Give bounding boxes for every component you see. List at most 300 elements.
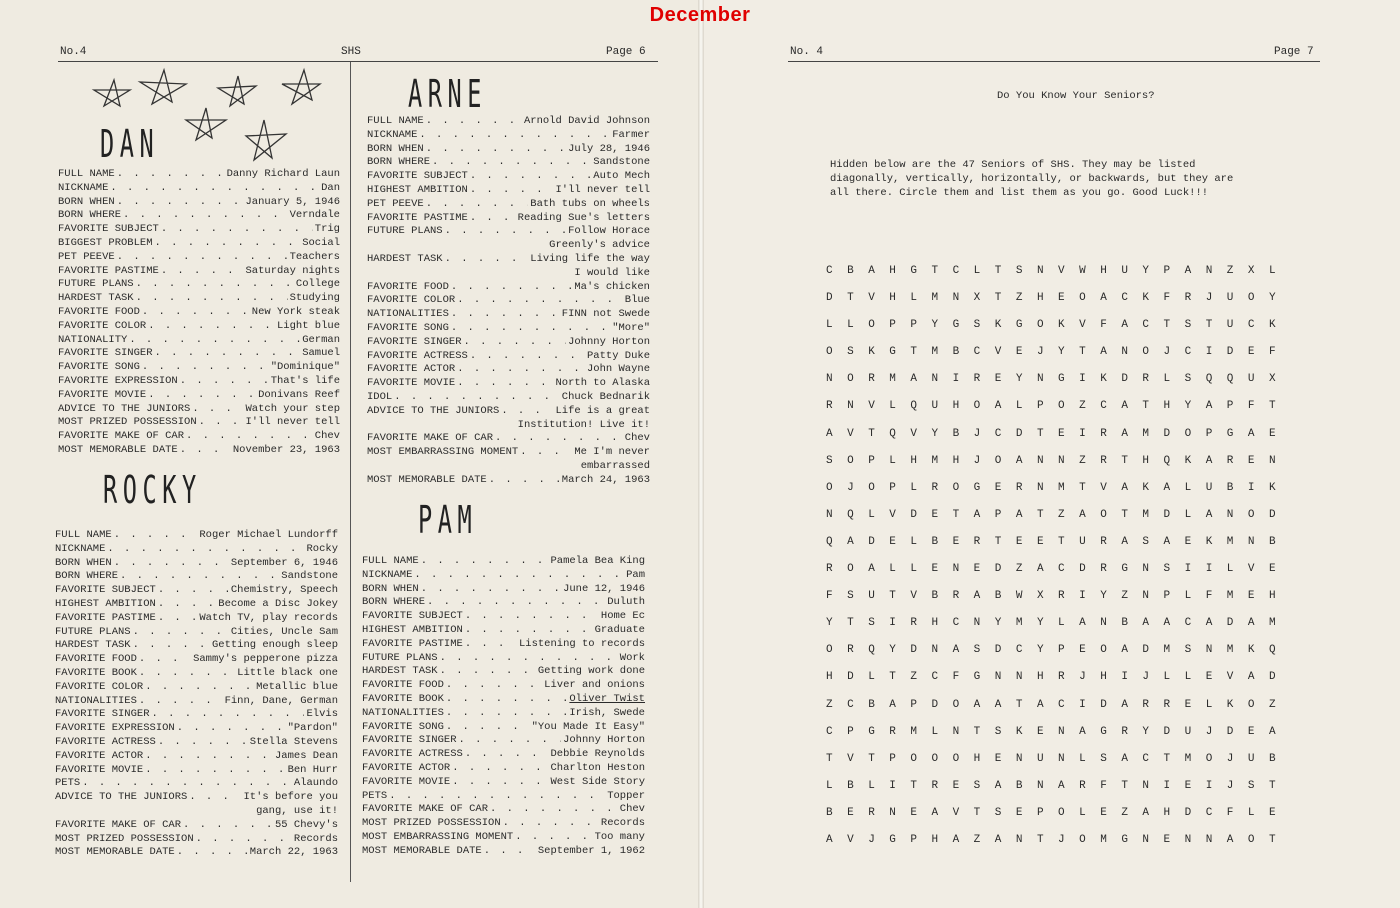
grid-letter[interactable]: T [1079, 481, 1086, 494]
grid-letter[interactable]: H [1268, 590, 1276, 603]
grid-letter[interactable]: G [1121, 563, 1128, 576]
grid-letter[interactable]: M [1058, 481, 1065, 494]
grid-letter[interactable]: A [931, 806, 939, 819]
grid-letter[interactable]: T [847, 292, 854, 305]
grid-letter[interactable]: A [1205, 454, 1213, 467]
grid-letter[interactable]: V [952, 806, 960, 819]
grid-letter[interactable]: N [1036, 373, 1044, 386]
grid-letter[interactable]: O [868, 481, 875, 494]
grid-letter[interactable]: A [868, 265, 875, 277]
grid-letter[interactable]: J [1142, 671, 1150, 684]
grid-letter[interactable]: P [889, 752, 896, 765]
grid-letter[interactable]: A [1142, 806, 1150, 819]
grid-letter[interactable]: N [931, 644, 939, 657]
grid-letter[interactable]: P [1226, 400, 1234, 413]
grid-letter[interactable]: S [1142, 535, 1150, 548]
grid-letter[interactable]: R [973, 373, 981, 386]
grid-letter[interactable]: S [994, 806, 1002, 819]
grid-letter[interactable]: G [868, 725, 875, 738]
grid-letter[interactable]: H [1100, 265, 1107, 277]
grid-letter[interactable]: O [952, 481, 960, 494]
grid-letter[interactable]: A [1100, 292, 1107, 305]
grid-letter[interactable]: D [1163, 427, 1171, 440]
grid-letter[interactable]: T [1205, 319, 1213, 332]
grid-letter[interactable]: A [910, 373, 917, 386]
grid-letter[interactable]: O [1100, 644, 1107, 657]
grid-letter[interactable]: M [931, 292, 939, 305]
grid-letter[interactable]: E [1079, 644, 1086, 657]
grid-letter[interactable]: D [847, 671, 854, 684]
grid-letter[interactable]: R [1100, 427, 1107, 440]
grid-letter[interactable]: K [1184, 454, 1192, 467]
grid-letter[interactable]: E [1015, 346, 1023, 359]
grid-letter[interactable]: H [889, 265, 896, 277]
grid-letter[interactable]: R [1226, 454, 1234, 467]
grid-letter[interactable]: O [847, 563, 854, 576]
grid-letter[interactable]: B [994, 590, 1002, 603]
grid-letter[interactable]: Z [973, 833, 981, 846]
grid-letter[interactable]: A [994, 698, 1002, 711]
grid-letter[interactable]: G [1058, 373, 1065, 386]
grid-letter[interactable]: R [1142, 698, 1150, 711]
grid-letter[interactable]: D [1268, 671, 1276, 684]
grid-letter[interactable]: Q [1268, 644, 1276, 657]
grid-letter[interactable]: M [1268, 617, 1276, 630]
grid-letter[interactable]: K [994, 319, 1002, 332]
grid-letter[interactable]: D [910, 508, 917, 521]
grid-letter[interactable]: E [952, 535, 960, 548]
grid-letter[interactable]: V [1226, 671, 1234, 684]
grid-letter[interactable]: A [1142, 617, 1150, 630]
grid-letter[interactable]: S [1184, 644, 1192, 657]
grid-letter[interactable]: T [952, 508, 960, 521]
grid-letter[interactable]: N [1121, 346, 1128, 359]
grid-letter[interactable]: U [1036, 752, 1044, 765]
grid-letter[interactable]: O [931, 752, 939, 765]
grid-letter[interactable]: P [847, 725, 854, 738]
grid-letter[interactable]: K [1268, 481, 1276, 494]
grid-letter[interactable]: G [952, 319, 960, 332]
grid-letter[interactable]: T [889, 590, 896, 603]
grid-letter[interactable]: T [1036, 508, 1044, 521]
grid-letter[interactable]: O [910, 752, 917, 765]
grid-letter[interactable]: C [1121, 292, 1128, 305]
grid-letter[interactable]: P [910, 698, 917, 711]
grid-letter[interactable]: O [826, 481, 833, 494]
grid-letter[interactable]: A [952, 644, 960, 657]
grid-letter[interactable]: A [1079, 617, 1086, 630]
grid-letter[interactable]: A [1121, 427, 1128, 440]
grid-letter[interactable]: F [1268, 346, 1276, 359]
grid-letter[interactable]: O [868, 319, 875, 332]
grid-letter[interactable]: S [826, 454, 833, 467]
grid-letter[interactable]: M [889, 373, 896, 386]
grid-letter[interactable]: E [847, 806, 854, 819]
grid-letter[interactable]: I [1205, 346, 1213, 359]
grid-letter[interactable]: L [889, 563, 896, 576]
grid-letter[interactable]: O [1079, 292, 1086, 305]
grid-letter[interactable]: C [973, 346, 981, 359]
grid-letter[interactable]: A [1268, 725, 1276, 738]
grid-letter[interactable]: S [1163, 563, 1171, 576]
grid-letter[interactable]: H [973, 752, 981, 765]
grid-letter[interactable]: D [931, 698, 939, 711]
grid-letter[interactable]: P [1036, 400, 1044, 413]
grid-letter[interactable]: E [931, 508, 939, 521]
grid-letter[interactable]: T [1163, 752, 1171, 765]
grid-letter[interactable]: M [931, 346, 939, 359]
grid-letter[interactable]: E [1058, 292, 1065, 305]
grid-letter[interactable]: O [1205, 752, 1213, 765]
grid-letter[interactable]: M [1142, 508, 1150, 521]
grid-letter[interactable]: O [847, 454, 854, 467]
grid-letter[interactable]: N [1205, 265, 1213, 277]
grid-letter[interactable]: I [1079, 590, 1086, 603]
grid-letter[interactable]: M [1226, 644, 1234, 657]
grid-letter[interactable]: X [973, 292, 981, 305]
grid-letter[interactable]: A [826, 427, 833, 440]
grid-letter[interactable]: D [994, 644, 1002, 657]
grid-letter[interactable]: A [1121, 644, 1128, 657]
grid-letter[interactable]: H [826, 671, 833, 684]
grid-letter[interactable]: B [1226, 481, 1234, 494]
grid-letter[interactable]: J [973, 454, 981, 467]
grid-letter[interactable]: O [1142, 346, 1150, 359]
grid-letter[interactable]: H [952, 454, 960, 467]
grid-letter[interactable]: A [973, 698, 981, 711]
grid-letter[interactable]: L [1226, 563, 1234, 576]
grid-letter[interactable]: N [1058, 454, 1065, 467]
grid-letter[interactable]: C [826, 265, 833, 277]
grid-letter[interactable]: J [973, 427, 981, 440]
grid-letter[interactable]: L [1079, 752, 1086, 765]
grid-letter[interactable]: L [1184, 590, 1192, 603]
grid-letter[interactable]: R [1015, 481, 1023, 494]
grid-letter[interactable]: M [1226, 590, 1234, 603]
grid-letter[interactable]: R [868, 373, 875, 386]
grid-letter[interactable]: B [868, 698, 875, 711]
grid-letter[interactable]: T [1036, 833, 1044, 846]
grid-letter[interactable]: C [1100, 400, 1107, 413]
grid-letter[interactable]: N [1184, 833, 1192, 846]
grid-letter[interactable]: A [1036, 698, 1044, 711]
grid-letter[interactable]: D [1142, 644, 1150, 657]
grid-letter[interactable]: R [1163, 698, 1171, 711]
grid-letter[interactable]: H [931, 617, 939, 630]
grid-letter[interactable]: T [889, 671, 896, 684]
grid-letter[interactable]: O [1100, 508, 1107, 521]
grid-letter[interactable]: L [868, 508, 875, 521]
grid-letter[interactable]: Z [910, 671, 917, 684]
grid-letter[interactable]: L [931, 725, 939, 738]
grid-letter[interactable]: A [1205, 508, 1213, 521]
grid-letter[interactable]: I [1079, 427, 1086, 440]
grid-letter[interactable]: F [952, 671, 960, 684]
grid-letter[interactable]: R [889, 725, 896, 738]
grid-letter[interactable]: E [910, 806, 917, 819]
grid-letter[interactable]: U [1184, 725, 1192, 738]
grid-letter[interactable]: S [1184, 373, 1192, 386]
grid-letter[interactable]: B [952, 346, 960, 359]
grid-letter[interactable]: N [973, 617, 981, 630]
grid-letter[interactable]: A [1036, 563, 1044, 576]
grid-letter[interactable]: N [1268, 454, 1276, 467]
grid-letter[interactable]: D [1226, 617, 1234, 630]
grid-letter[interactable]: N [994, 671, 1002, 684]
grid-letter[interactable]: A [1058, 779, 1065, 792]
grid-letter[interactable]: N [1015, 752, 1023, 765]
grid-letter[interactable]: S [847, 346, 854, 359]
grid-letter[interactable]: Q [889, 427, 896, 440]
grid-letter[interactable]: A [1121, 481, 1128, 494]
grid-letter[interactable]: N [952, 725, 960, 738]
grid-letter[interactable]: D [1268, 508, 1276, 521]
grid-letter[interactable]: A [994, 833, 1002, 846]
grid-letter[interactable]: E [1268, 806, 1276, 819]
grid-letter[interactable]: P [910, 833, 917, 846]
grid-letter[interactable]: U [1226, 319, 1234, 332]
grid-letter[interactable]: G [973, 481, 981, 494]
grid-letter[interactable]: V [910, 590, 917, 603]
grid-letter[interactable]: A [994, 779, 1002, 792]
grid-letter[interactable]: H [1142, 454, 1150, 467]
grid-letter[interactable]: D [1226, 725, 1234, 738]
grid-letter[interactable]: S [1015, 265, 1023, 277]
grid-letter[interactable]: N [1058, 752, 1065, 765]
grid-letter[interactable]: G [1015, 319, 1023, 332]
grid-letter[interactable]: N [1142, 779, 1150, 792]
grid-letter[interactable]: B [1268, 752, 1276, 765]
grid-letter[interactable]: P [889, 481, 896, 494]
grid-letter[interactable]: E [1247, 590, 1255, 603]
grid-letter[interactable]: S [847, 590, 854, 603]
grid-letter[interactable]: U [1205, 481, 1213, 494]
grid-letter[interactable]: T [1036, 427, 1044, 440]
grid-letter[interactable]: C [1058, 563, 1065, 576]
grid-letter[interactable]: B [931, 590, 939, 603]
grid-letter[interactable]: L [1058, 617, 1065, 630]
grid-letter[interactable]: H [889, 292, 896, 305]
grid-letter[interactable]: I [952, 373, 960, 386]
grid-letter[interactable]: M [1015, 617, 1023, 630]
grid-letter[interactable]: A [1121, 535, 1128, 548]
grid-letter[interactable]: Y [931, 319, 939, 332]
grid-letter[interactable]: E [952, 779, 960, 792]
grid-letter[interactable]: Z [1015, 292, 1023, 305]
grid-letter[interactable]: D [1079, 563, 1086, 576]
grid-letter[interactable]: O [1247, 508, 1255, 521]
grid-letter[interactable]: V [847, 752, 854, 765]
grid-letter[interactable]: I [1079, 698, 1086, 711]
grid-letter[interactable]: Z [1015, 563, 1023, 576]
grid-letter[interactable]: Z [1268, 698, 1276, 711]
grid-letter[interactable]: L [910, 535, 917, 548]
grid-letter[interactable]: N [1142, 590, 1150, 603]
grid-letter[interactable]: O [1247, 833, 1255, 846]
grid-letter[interactable]: S [1184, 319, 1192, 332]
grid-letter[interactable]: J [868, 833, 875, 846]
grid-letter[interactable]: N [1036, 481, 1044, 494]
grid-letter[interactable]: A [1079, 725, 1086, 738]
grid-letter[interactable]: L [826, 779, 833, 792]
grid-letter[interactable]: L [1015, 400, 1023, 413]
grid-letter[interactable]: P [1036, 806, 1044, 819]
grid-letter[interactable]: A [1015, 508, 1023, 521]
grid-letter[interactable]: B [826, 806, 833, 819]
grid-letter[interactable]: L [868, 671, 875, 684]
grid-letter[interactable]: D [1163, 725, 1171, 738]
grid-letter[interactable]: D [1100, 698, 1107, 711]
grid-letter[interactable]: E [1184, 698, 1192, 711]
grid-letter[interactable]: D [1015, 427, 1023, 440]
grid-letter[interactable]: E [1268, 427, 1276, 440]
grid-letter[interactable]: A [1247, 427, 1255, 440]
grid-letter[interactable]: O [973, 400, 981, 413]
grid-letter[interactable]: F [1163, 292, 1171, 305]
grid-letter[interactable]: D [1163, 508, 1171, 521]
grid-letter[interactable]: O [1247, 292, 1255, 305]
grid-letter[interactable]: Q [1163, 454, 1171, 467]
grid-letter[interactable]: T [868, 427, 875, 440]
grid-letter[interactable]: V [1058, 265, 1065, 277]
grid-letter[interactable]: T [868, 752, 875, 765]
grid-letter[interactable]: M [1100, 833, 1107, 846]
grid-letter[interactable]: T [973, 725, 981, 738]
grid-letter[interactable]: A [1205, 400, 1213, 413]
grid-letter[interactable]: C [952, 617, 960, 630]
grid-letter[interactable]: B [1121, 617, 1128, 630]
grid-letter[interactable]: J [1205, 725, 1213, 738]
grid-letter[interactable]: N [1142, 833, 1150, 846]
grid-letter[interactable]: N [1142, 563, 1150, 576]
grid-letter[interactable]: T [1058, 535, 1065, 548]
grid-letter[interactable]: O [826, 346, 833, 359]
grid-letter[interactable]: L [910, 563, 917, 576]
grid-letter[interactable]: I [1247, 481, 1255, 494]
grid-letter[interactable]: A [1163, 481, 1171, 494]
grid-letter[interactable]: S [973, 644, 981, 657]
grid-letter[interactable]: Q [847, 508, 854, 521]
grid-letter[interactable]: L [910, 292, 917, 305]
grid-letter[interactable]: Y [1036, 617, 1044, 630]
grid-letter[interactable]: G [889, 346, 896, 359]
grid-letter[interactable]: U [1226, 292, 1234, 305]
grid-letter[interactable]: Y [1036, 644, 1044, 657]
grid-letter[interactable]: A [1121, 400, 1128, 413]
grid-letter[interactable]: N [952, 292, 960, 305]
grid-letter[interactable]: M [1163, 644, 1171, 657]
grid-letter[interactable]: A [1121, 698, 1128, 711]
grid-letter[interactable]: Z [1121, 590, 1128, 603]
grid-letter[interactable]: R [931, 779, 939, 792]
grid-letter[interactable]: C [952, 265, 960, 277]
grid-letter[interactable]: H [1036, 292, 1044, 305]
grid-letter[interactable]: N [826, 373, 833, 386]
grid-letter[interactable]: Y [1142, 725, 1150, 738]
grid-letter[interactable]: N [952, 563, 960, 576]
grid-letter[interactable]: E [994, 752, 1002, 765]
grid-letter[interactable]: T [1121, 454, 1128, 467]
grid-letter[interactable]: Q [1226, 373, 1234, 386]
grid-letter[interactable]: A [1226, 833, 1234, 846]
grid-letter[interactable]: T [1121, 508, 1128, 521]
grid-letter[interactable]: T [973, 806, 981, 819]
grid-letter[interactable]: V [910, 427, 917, 440]
grid-letter[interactable]: M [1142, 427, 1150, 440]
grid-letter[interactable]: N [847, 400, 854, 413]
grid-letter[interactable]: R [1079, 779, 1086, 792]
grid-letter[interactable]: R [1184, 292, 1192, 305]
grid-letter[interactable]: D [1121, 373, 1128, 386]
grid-letter[interactable]: Z [1079, 454, 1086, 467]
grid-letter[interactable]: G [1226, 427, 1234, 440]
grid-letter[interactable]: O [1058, 806, 1065, 819]
grid-letter[interactable]: B [847, 779, 854, 792]
grid-letter[interactable]: A [1205, 617, 1213, 630]
grid-letter[interactable]: P [868, 454, 875, 467]
grid-letter[interactable]: I [1121, 671, 1128, 684]
grid-letter[interactable]: Y [826, 617, 833, 630]
grid-letter[interactable]: O [994, 454, 1002, 467]
grid-letter[interactable]: T [1079, 346, 1086, 359]
grid-letter[interactable]: E [889, 535, 896, 548]
grid-letter[interactable]: S [1247, 779, 1255, 792]
grid-letter[interactable]: C [1142, 752, 1150, 765]
grid-letter[interactable]: V [868, 400, 875, 413]
grid-letter[interactable]: L [868, 779, 875, 792]
grid-letter[interactable]: V [1100, 481, 1107, 494]
grid-letter[interactable]: N [1058, 725, 1065, 738]
grid-letter[interactable]: E [1100, 806, 1107, 819]
grid-letter[interactable]: T [1268, 833, 1276, 846]
grid-letter[interactable]: E [1036, 725, 1044, 738]
grid-letter[interactable]: U [1079, 535, 1086, 548]
grid-letter[interactable]: X [1247, 265, 1255, 277]
grid-letter[interactable]: U [868, 590, 875, 603]
grid-letter[interactable]: P [889, 319, 896, 332]
grid-letter[interactable]: T [1163, 319, 1171, 332]
grid-letter[interactable]: B [1015, 779, 1023, 792]
grid-letter[interactable]: N [826, 508, 833, 521]
grid-letter[interactable]: B [847, 265, 854, 277]
grid-letter[interactable]: E [1015, 535, 1023, 548]
grid-letter[interactable]: J [1079, 671, 1086, 684]
grid-letter[interactable]: A [1163, 617, 1171, 630]
grid-letter[interactable]: I [1205, 563, 1213, 576]
grid-letter[interactable]: R [868, 806, 875, 819]
grid-letter[interactable]: G [910, 265, 917, 277]
grid-letter[interactable]: Y [1142, 265, 1150, 277]
grid-letter[interactable]: Q [1205, 373, 1213, 386]
grid-letter[interactable]: N [1036, 779, 1044, 792]
grid-letter[interactable]: K [1268, 319, 1276, 332]
grid-letter[interactable]: V [847, 833, 854, 846]
grid-letter[interactable]: E [1205, 671, 1213, 684]
grid-letter[interactable]: Y [1100, 590, 1107, 603]
grid-letter[interactable]: T [847, 617, 854, 630]
grid-letter[interactable]: O [1247, 698, 1255, 711]
grid-letter[interactable]: M [1184, 752, 1192, 765]
grid-letter[interactable]: D [910, 644, 917, 657]
grid-letter[interactable]: A [1100, 346, 1107, 359]
grid-letter[interactable]: P [1205, 427, 1213, 440]
grid-letter[interactable]: C [1184, 617, 1192, 630]
grid-letter[interactable]: X [1268, 373, 1276, 386]
grid-letter[interactable]: E [1184, 779, 1192, 792]
grid-letter[interactable]: L [889, 454, 896, 467]
grid-letter[interactable]: N [889, 806, 896, 819]
grid-letter[interactable]: A [1247, 617, 1255, 630]
